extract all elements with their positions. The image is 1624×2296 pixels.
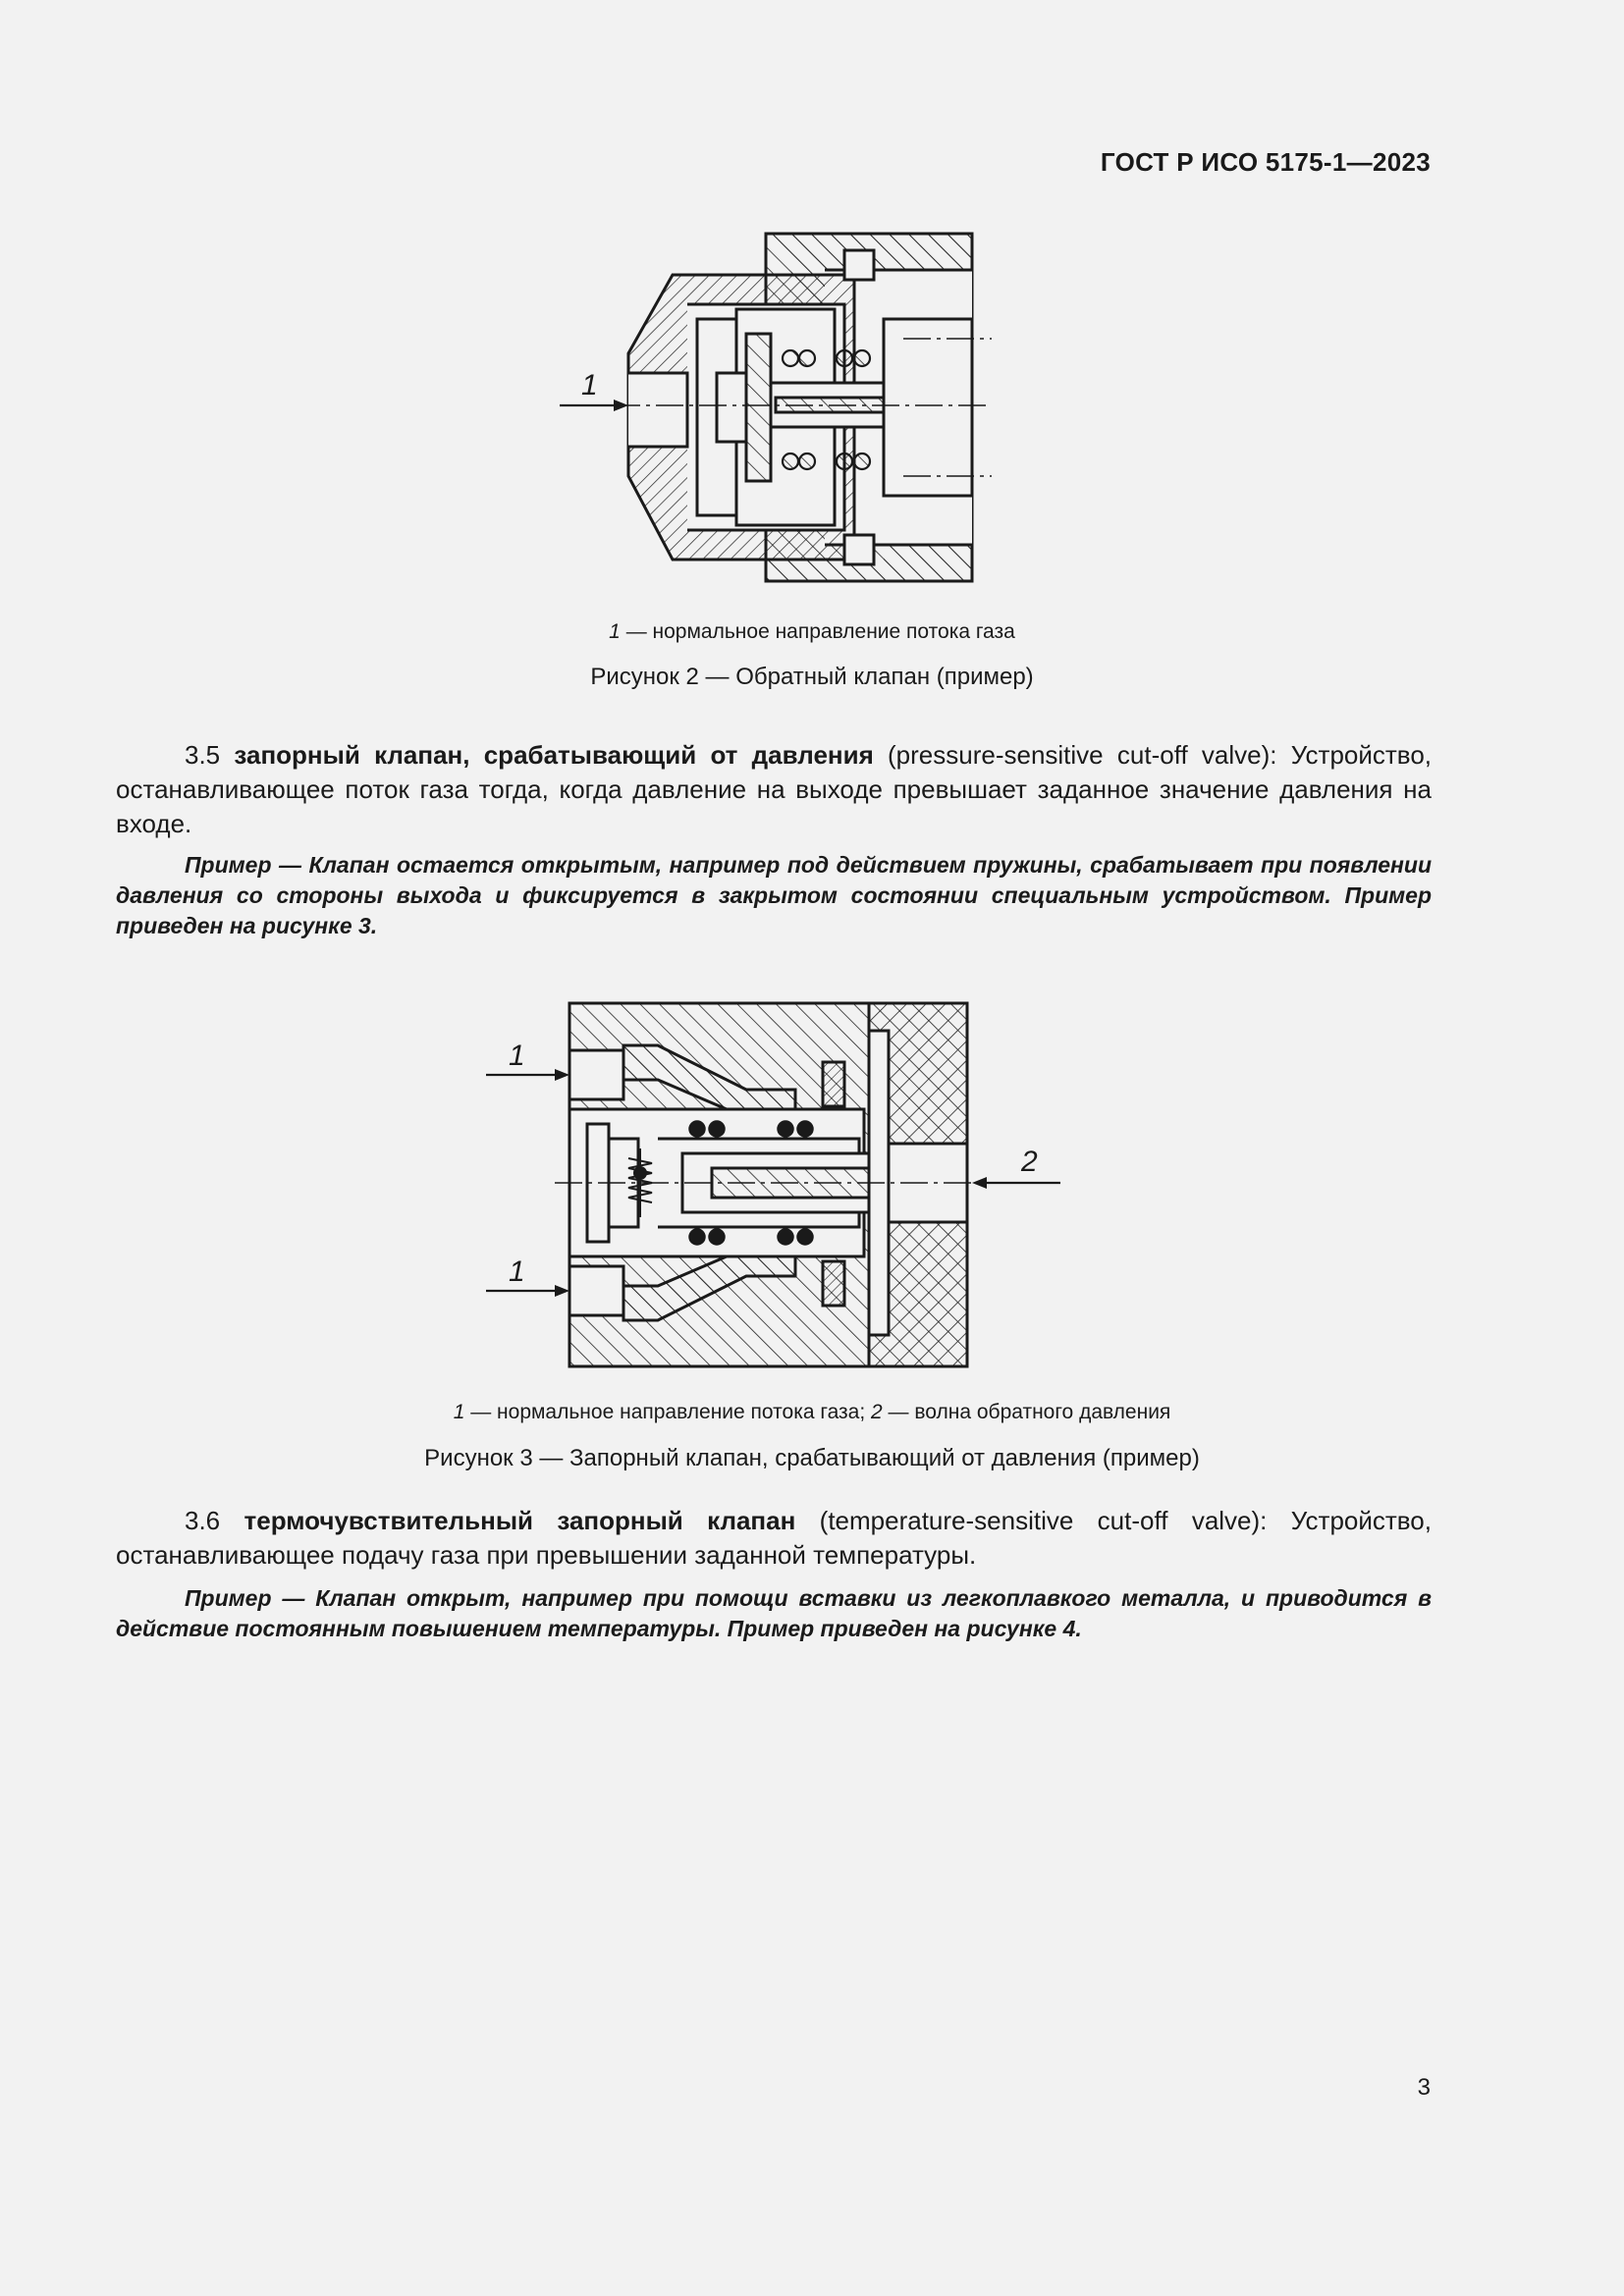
figure-3-legend-text-1: — нормальное направление потока газа; [464,1401,871,1423]
section-3-6-definition [116,1504,1432,1573]
figure-2-title: Рисунок 2 — Обратный клапан (пример) [590,664,1034,690]
figure-2-legend [0,620,1624,644]
figure-3-legend-number-1: 1 [453,1401,465,1423]
figure-2-callout-1: 1 [581,369,598,401]
section-3-5-definition [116,738,1432,841]
section-3-6-term: термочувствительный запорный клапан [244,1506,796,1535]
section-3-5-text: (pressure-sensitive cut-off valve): Устройство, останавливающее поток газа тогда, когда давление на выходе превышает заданное значение давления на входе. [116,740,1432,838]
figure-3-callout-2: 2 [1021,1146,1038,1178]
section-3-6-number: 3.6 [185,1506,221,1535]
figure-3-legend [0,1401,1624,1424]
section-3-5-term: запорный клапан, срабатывающий от давления [234,740,874,770]
figure-3-callout-1-bottom: 1 [509,1255,525,1288]
section-3-6-text: (temperature-sensitive cut-off valve): Устройство, останавливающее подачу газа при превышении заданной температуры. [116,1506,1432,1570]
figure-2-legend-number: 1 [609,620,621,643]
figure-2-legend-text: — нормальное направление потока газа [620,620,1015,643]
figure-3-callout-1-top: 1 [509,1040,525,1072]
figure-3-pressure-cutoff-valve-drawing [471,991,1080,1374]
figure-3-title: Рисунок 3 — Запорный клапан, срабатывающий от давления (пример) [424,1445,1200,1471]
section-3-5-number: 3.5 [185,740,221,770]
figure-2-check-valve-drawing [550,226,1001,589]
document-code-header: ГОСТ Р ИСО 5175-1—2023 [1100,147,1431,177]
figure-3-legend-text-2: — волна обратного давления [882,1401,1171,1423]
figure-3-legend-number-2: 2 [871,1401,883,1423]
page-number: 3 [1417,2074,1431,2101]
section-3-6-example: Пример — Клапан открыт, например при помощи вставки из легкоплавкого металла, и приводится в действие постоянным повышением температуры. Пример приведен на рисунке 4. [116,1585,1432,1641]
section-3-5-example: Пример — Клапан остается открытым, например под действием пружины, срабатывает при появлении давления со стороны выхода и фиксируется в закрытом состоянии специальным устройством. Пример приведен на рисунке 3. [116,852,1432,938]
